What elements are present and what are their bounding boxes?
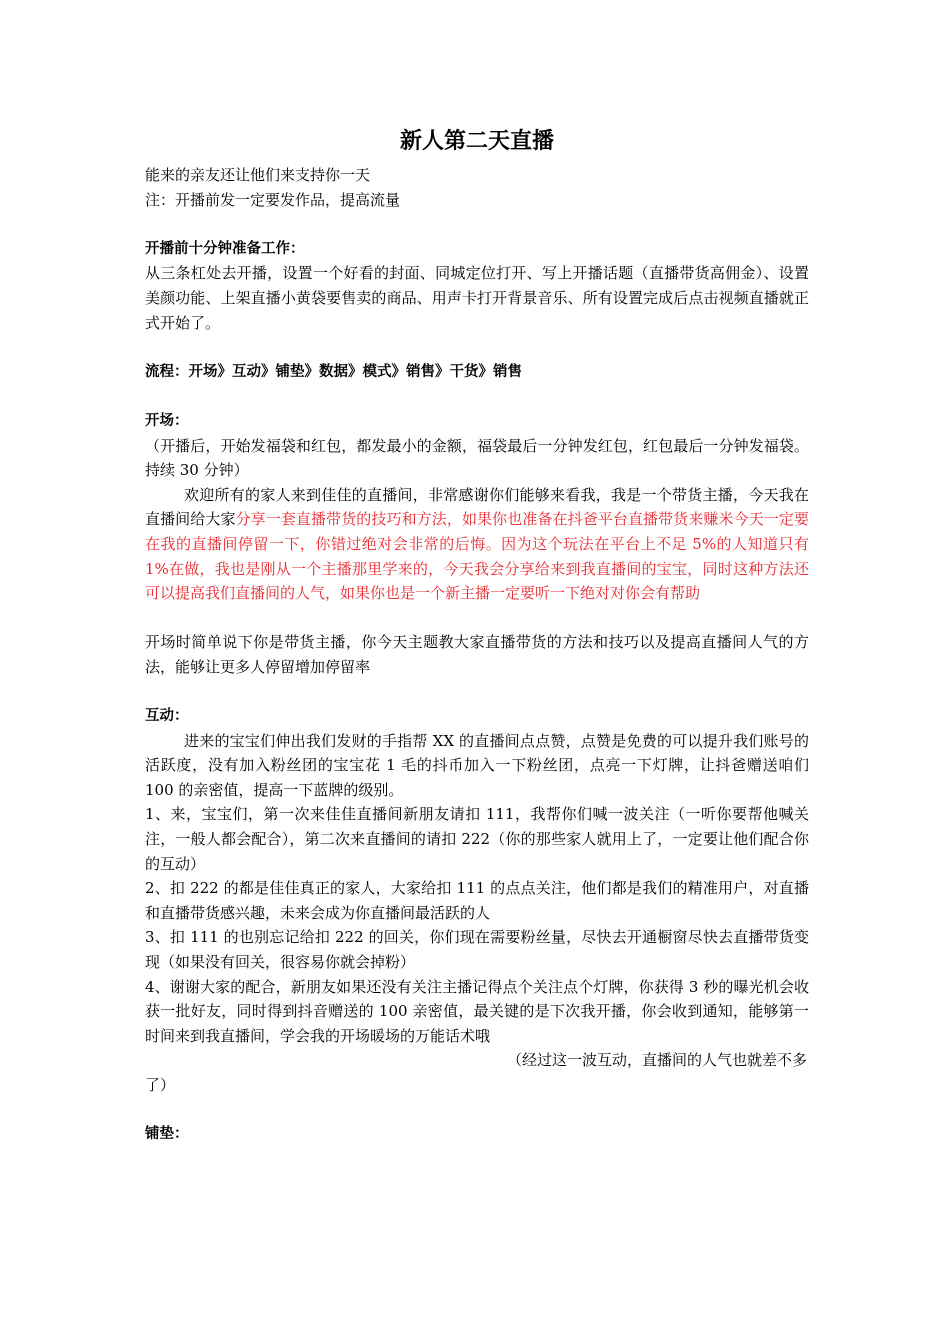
interaction-heading: 互动： xyxy=(145,708,189,725)
document-title: 新人第二天直播 xyxy=(399,129,554,154)
spacer xyxy=(145,335,809,360)
interaction-note-line-1: （经过这一波互动，直播间的人气也就差不多 xyxy=(506,1051,807,1070)
prep-text: 从三条杠处去开播，设置一个好看的封面、同城定位打开、写上开播话题（直播带货高佣金）、设置美颜功能、上架直播小黄袋要售卖的商品、用声卡打开背景音乐、所有设置完成后点击视频直播就正式开始了。 xyxy=(145,264,809,332)
opening-speech-red: 分享一套直播带货的技巧和方法，如果你也准备在抖爸平台直播带货来赚米今天一定要在我的直播间停留一下，你错过绝对会非常的后悔。因为这个玩法在平台上不足 5%的人知道只有 1%在做，我也是刚从一个主播那里学来的，今天我会分享给来到我直播间的宝宝，同时这种方法还可以提高我们直播间的人气，如果你也是一个新主播一定要听一下绝对对你会有帮助 xyxy=(145,510,809,603)
spacer xyxy=(145,606,809,631)
opening-heading: 开场： xyxy=(145,412,189,429)
paving-heading: 铺垫： xyxy=(145,1126,189,1143)
document-page xyxy=(145,125,809,1147)
interaction-item-2: 2、扣 222 的都是佳佳真正的家人，大家给扣 111 的点点关注，他们都是我们的精准用户，对直播和直播带货感兴趣，未来会成为你直播间最活跃的人 xyxy=(145,879,809,922)
spacer xyxy=(145,384,809,409)
interaction-item-4: 4、谢谢大家的配合，新朋友如果还没有关注主播记得点个关注点个灯牌，你获得 3 秒的曝光机会收获一批好友，同时得到抖音赠送的 100 亲密值，最关键的是下次我开播，你会收到通知，能够第一时间来到我直播间，学会我的开场暖场的万能话术哦 xyxy=(145,977,809,1045)
spacer xyxy=(145,212,809,237)
interaction-intro: 进来的宝宝们伸出我们发财的手指帮 XX 的直播间点点赞，点赞是免费的可以提升我们账号的活跃度，没有加入粉丝团的宝宝花 1 毛的抖币加入一下粉丝团，点亮一下灯牌，让抖爸赠送咱们 100 的亲密值，提高一下蓝牌的级别。 xyxy=(145,731,809,799)
opening-tip: 开场时简单说下你是带货主播，你今天主题教大家直播带货的方法和技巧以及提高直播间人气的方法，能够让更多人停留增加停留率 xyxy=(145,633,809,676)
opening-speech-black: 欢迎所有的家人来到佳佳的直播间，非常感谢你们能够来看我，我是一个带货主播，今天我在直播间给大家 xyxy=(145,485,809,529)
opening-note: （开播后，开始发福袋和红包，都发最小的金额，福袋最后一分钟发红包，红包最后一分钟发福袋。持续 30 分钟） xyxy=(145,436,809,480)
spacer xyxy=(145,1098,809,1123)
spacer xyxy=(145,679,809,704)
intro-line-2: 注：开播前发一定要发作品，提高流量 xyxy=(145,190,401,209)
opening-speech xyxy=(145,483,809,606)
interaction-item-1: 1、来，宝宝们，第一次来佳佳直播间新朋友请扣 111，我帮你们喊一波关注（一听你要帮他喊关注，一般人都会配合），第二次来直播间的请扣 222（你的那些家人就用上了，一定要让他们配合你的互动） xyxy=(145,805,809,873)
interaction-item-3: 3、扣 111 的也别忘记给扣 222 的回关，你们现在需要粉丝量，尽快去开通橱窗尽快去直播带货变现（如果没有回关，很容易你就会掉粉） xyxy=(145,928,809,971)
intro-line-1: 能来的亲友还让他们来支持你一天 xyxy=(145,166,371,184)
interaction-note-line-2: 了） xyxy=(145,1075,176,1094)
flow-line: 流程：开场》互动》铺垫》数据》模式》销售》干货》销售 xyxy=(145,363,522,380)
prep-heading: 开播前十分钟准备工作： xyxy=(145,240,305,257)
